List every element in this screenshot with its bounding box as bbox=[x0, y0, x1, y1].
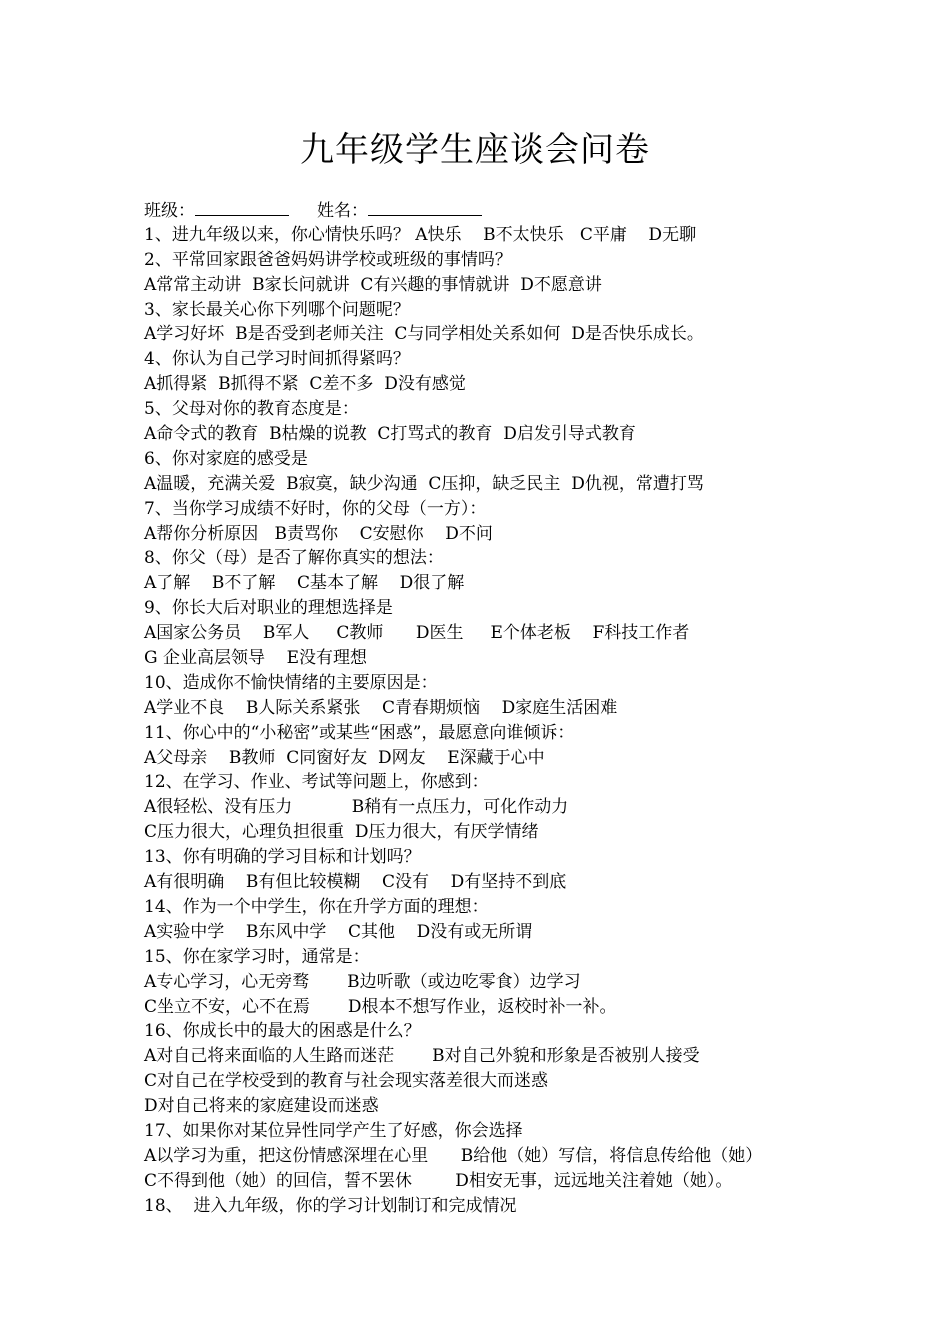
options-12-ab: A很轻松、没有压力 B稍有一点压力，可化作动力 bbox=[144, 797, 569, 818]
name-label: 姓名： bbox=[317, 201, 368, 221]
options-7: A帮你分析原因 B责骂你 C安慰你 D不问 bbox=[144, 523, 493, 544]
options-14: A实验中学 B东风中学 C其他 D没有或无所谓 bbox=[144, 921, 533, 942]
question-11: 11、你心中的“小秘密”或某些“困惑”，最愿意向谁倾诉： bbox=[144, 722, 575, 743]
options-16-ab: A对自己将来面临的人生路而迷茫 B对自己外貌和形象是否被别人接受 bbox=[144, 1046, 700, 1067]
questionnaire-body bbox=[144, 198, 824, 1219]
options-2: A常常主动讲 B家长问就讲 C有兴趣的事情就讲 D不愿意讲 bbox=[144, 274, 602, 295]
options-4: A抓得紧 B抓得不紧 C差不多 D没有感觉 bbox=[144, 374, 466, 395]
options-6: A温暖，充满关爱 B寂寞，缺少沟通 C压抑，缺乏民主 D仇视，常遭打骂 bbox=[144, 473, 704, 494]
options-15-cd: C坐立不安，心不在焉 D根本不想写作业，返校时补一补。 bbox=[144, 996, 617, 1017]
question-16: 16、你成长中的最大的困惑是什么？ bbox=[144, 1021, 421, 1042]
question-12: 12、在学习、作业、考试等问题上，你感到： bbox=[144, 772, 489, 793]
question-1: 1、进九年级以来，你心情快乐吗？ A快乐 B不太快乐 C平庸 D无聊 bbox=[144, 224, 697, 245]
name-field[interactable] bbox=[368, 198, 482, 216]
class-label: 班级： bbox=[144, 201, 195, 221]
options-9: A国家公务员 B军人 C教师 D医生 E个体老板 F科技工作者 bbox=[144, 623, 690, 644]
options-17-cd: C不得到他（她）的回信，誓不罢休 D相安无事，远远地关注着她（她）。 bbox=[144, 1170, 733, 1191]
question-7: 7、当你学习成绩不好时，你的父母（一方）： bbox=[144, 498, 487, 519]
question-5: 5、父母对你的教育态度是： bbox=[144, 399, 359, 420]
question-2: 2、平常回家跟爸爸妈妈讲学校或班级的事情吗？ bbox=[144, 249, 512, 270]
options-16-d: D对自己将来的家庭建设而迷惑 bbox=[144, 1096, 379, 1117]
question-17: 17、如果你对某位异性同学产生了好感，你会选择 bbox=[144, 1120, 523, 1141]
question-3: 3、家长最关心你下列哪个问题呢？ bbox=[144, 299, 410, 320]
question-6: 6、你对家庭的感受是 bbox=[144, 448, 308, 469]
question-10: 10、造成你不愉快情绪的主要原因是： bbox=[144, 672, 438, 693]
question-4: 4、你认为自己学习时间抓得紧吗？ bbox=[144, 349, 410, 370]
page-title: 九年级学生座谈会问卷 bbox=[300, 130, 650, 170]
question-9: 9、你长大后对职业的理想选择是 bbox=[144, 598, 393, 619]
options-8: A了解 B不了解 C基本了解 D很了解 bbox=[144, 573, 465, 594]
question-15: 15、你在家学习时，通常是： bbox=[144, 946, 370, 967]
options-17-ab: A以学习为重，把这份情感深埋在心里 B给他（她）写信，将信息传给他（她） bbox=[144, 1145, 763, 1166]
question-13: 13、你有明确的学习目标和计划吗？ bbox=[144, 847, 421, 868]
options-9-continued: G 企业高层领导 E没有理想 bbox=[144, 648, 368, 669]
header-fields bbox=[144, 198, 824, 223]
class-field[interactable] bbox=[195, 198, 289, 216]
options-12-cd: C压力很大，心理负担很重 D压力很大，有厌学情绪 bbox=[144, 822, 539, 843]
options-11: A父母亲 B教师 C同窗好友 D网友 E深藏于心中 bbox=[144, 747, 545, 768]
question-14: 14、作为一个中学生，你在升学方面的理想： bbox=[144, 896, 489, 917]
options-15-ab: A专心学习，心无旁骛 B边听歌（或边吃零食）边学习 bbox=[144, 971, 581, 992]
question-18: 18、 进入九年级，你的学习计划制订和完成情况 bbox=[144, 1195, 517, 1216]
options-10: A学业不良 B人际关系紧张 C青春期烦恼 D家庭生活困难 bbox=[144, 697, 618, 718]
options-13: A有很明确 B有但比较模糊 C没有 D有坚持不到底 bbox=[144, 872, 567, 893]
options-3: A学习好坏 B是否受到老师关注 C与同学相处关系如何 D是否快乐成长。 bbox=[144, 324, 704, 345]
question-8: 8、你父（母）是否了解你真实的想法： bbox=[144, 548, 444, 569]
options-5: A命令式的教育 B枯燥的说教 C打骂式的教育 D启发引导式教育 bbox=[144, 424, 636, 445]
options-16-c: C对自己在学校受到的教育与社会现实落差很大而迷惑 bbox=[144, 1071, 549, 1092]
